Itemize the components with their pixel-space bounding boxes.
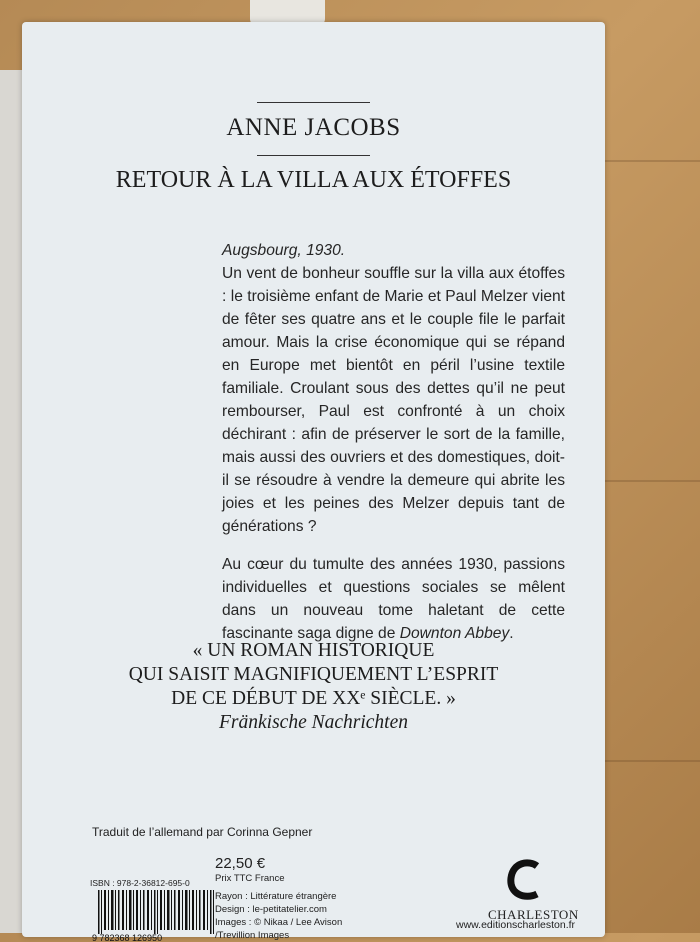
svg-text:C: C xyxy=(499,858,500,859)
credits: Rayon : Littérature étrangère Design : le-petitatelier.com Images : © Nikaa / Lee Avison /Trevillion Images xyxy=(215,891,343,941)
isbn: ISBN : 978-2-36812-695-0 xyxy=(90,878,190,888)
blurb-emphasis: Downton Abbey xyxy=(399,625,510,642)
book-title: RETOUR À LA VILLA AUX ÉTOFFES xyxy=(115,167,512,193)
blurb xyxy=(222,239,565,660)
press-quote: « UN ROMAN HISTORIQUE QUI SAISIT MAGNIFIQUEMENT L’ESPRIT DE CE DÉBUT DE XXᵉ SIÈCLE. » Fränkische Nachrichten xyxy=(22,639,605,735)
blurb-paragraph-2: Au cœur du tumulte des années 1930, passions individuelles et questions sociales se mêlent dans un nouveau tome haletant de cette fascinante saga digne de Downton Abbey. xyxy=(222,556,565,642)
blurb-place-date: Augsbourg, 1930. xyxy=(222,242,346,259)
quote-source: Fränkische Nachrichten xyxy=(219,712,408,733)
book-back-cover xyxy=(22,22,605,942)
top-rule xyxy=(257,102,370,103)
middle-rule xyxy=(257,155,370,156)
publisher-logo xyxy=(488,858,579,923)
publisher-website: www.editionscharleston.fr xyxy=(456,919,576,931)
barcode-digits: 9 782368 126950 xyxy=(92,933,163,942)
publisher-logo-mark xyxy=(499,858,559,902)
publisher-name: CHARLESTON xyxy=(488,907,579,922)
price: 22,50 € xyxy=(215,855,266,872)
author-name: ANNE JACOBS xyxy=(226,114,401,141)
price-note: Prix TTC France xyxy=(215,873,285,884)
translator-credit: Traduit de l’allemand par Corinna Gepner xyxy=(92,825,313,839)
blurb-paragraph-1: Un vent de bonheur souffle sur la villa aux étoffes : le troisième enfant de Marie et Paul Melzer vient de fêter ses quatre ans et le couple file le parfait amour. Mais la crise économique qui se répand en Europe met bientôt en péril l’usine textile familiale. Croulant sous des dettes qu’il ne peut rembourser, Paul est confronté à un choix déchirant : afin de préserver le sort de la famille, mais aussi des ouvriers et des domestiques, doit-il se résoudre à vendre la demeure qui abrite les joies et les peines des Melzer depuis tant de générations ? xyxy=(222,265,565,535)
barcode xyxy=(92,890,222,942)
